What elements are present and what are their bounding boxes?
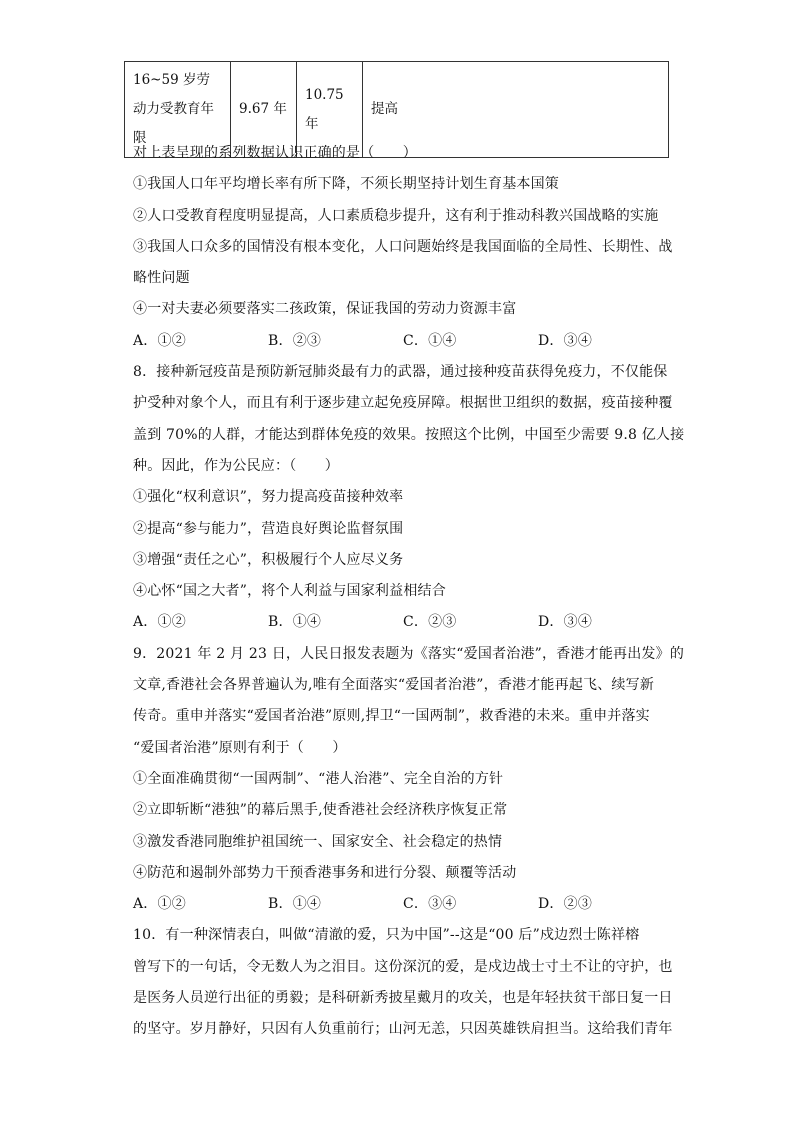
choice-item: ②人口受教育程度明显提高，人口素质稳步提升，这有利于推动科教兴国战略的实施 — [133, 207, 659, 224]
answer-options — [133, 607, 673, 638]
question-10-stem-line: 10．有一种深情表白，叫做“清澈的爱，只为中国”--这是“00 后”戍边烈士陈祥榕 — [133, 927, 640, 944]
question-10-stem-line: 是医务人员逆行出征的勇毅；是科研新秀披星戴月的攻关，也是年轻扶贫干部日复一日 — [133, 990, 673, 1007]
option-d: D．③④ — [538, 332, 593, 349]
question-10-stem-line: 曾写下的一句话，令无数人为之泪目。这份深沉的爱，是戍边战士寸土不让的守护，也 — [133, 958, 673, 975]
question-9-stem-line: “爱国者治港”原则有利于（ ） — [133, 739, 347, 756]
question-8-stem-line: 种。因此，作为公民应：（ ） — [133, 457, 339, 474]
choice-item: ④防范和遏制外部势力干预香港事务和进行分裂、颠覆等活动 — [133, 864, 517, 881]
table-cell: 提高 — [363, 62, 669, 158]
question-9-stem-line: 文章,香港社会各界普遍认为,唯有全面落实“爱国者治港”，香港才能再起飞、续写新 — [133, 677, 655, 694]
question-7-stem: 对上表呈现的系列数据认识正确的是（ ） — [133, 145, 417, 161]
question-10-stem-line: 的坚守。岁月静好，只因有人负重前行；山河无恙，只因英雄铁肩担当。这给我们青年 — [133, 1021, 673, 1038]
choice-item: ③激发香港同胞维护祖国统一、国家安全、社会稳定的热情 — [133, 833, 503, 850]
choice-item: ①全面准确贯彻“一国两制”、“港人治港”、完全自治的方针 — [133, 770, 504, 787]
answer-options — [133, 326, 673, 357]
option-d: D．②③ — [538, 896, 593, 913]
choice-item: ③我国人口众多的国情没有根本变化，人口问题始终是我国面临的全局性、长期性、战 — [133, 238, 673, 255]
table-cell: 16~59 岁劳动力受教育年限 — [125, 62, 231, 158]
answer-options — [133, 889, 673, 920]
choice-item: ②立即斩断“港独”的幕后黑手,使香港社会经济秩序恢复正常 — [133, 802, 508, 819]
choice-item: ④一对夫妻必须要落实二孩政策，保证我国的劳动力资源丰富 — [133, 301, 517, 318]
choice-item: ④心怀“国之大者”，将个人利益与国家利益相结合 — [133, 583, 446, 600]
question-9-stem-line: 传奇。重申并落实“爱国者治港”原则,捍卫“一国两制”，救香港的未来。重申并落实 — [133, 708, 650, 725]
question-8-stem-line: 护受种对象个人，而且有利于逐步建立起免疫屏障。根据世卫组织的数据，疫苗接种覆 — [133, 395, 673, 412]
option-c: C．①④ — [403, 332, 457, 349]
option-b: B．①④ — [268, 896, 322, 913]
choice-item: ②提高“参与能力”，营造良好舆论监督氛围 — [133, 520, 404, 537]
question-content — [133, 138, 685, 1046]
table-cell: 10.75 年 — [297, 62, 363, 158]
option-c: C．②③ — [403, 614, 457, 631]
question-9-stem-line: 9．2021 年 2 月 23 日，人民日报发表题为《落实“爱国者治港”，香港才能再出发》的 — [133, 645, 685, 662]
table-cell: 9.67 年 — [231, 62, 297, 158]
option-c: C．③④ — [403, 896, 457, 913]
choice-item: ①强化“权利意识”，努力提高疫苗接种效率 — [133, 489, 404, 506]
choice-item: ①我国人口年平均增长率有所下降，不须长期坚持计划生育基本国策 — [133, 176, 559, 193]
choice-item: 略性问题 — [133, 270, 190, 287]
question-8-stem-line: 8．接种新冠疫苗是预防新冠肺炎最有力的武器，通过接种疫苗获得免疫力，不仅能保 — [133, 364, 668, 381]
option-a: A．①② — [133, 896, 186, 913]
question-8-stem-line: 盖到 70%的人群，才能达到群体免疫的效果。按照这个比例，中国至少需要 9.8 亿人接 — [133, 426, 685, 443]
option-a: A．①② — [133, 614, 186, 631]
option-b: B．①④ — [268, 614, 322, 631]
choice-item: ③增强“责任之心”，积极履行个人应尽义务 — [133, 551, 404, 568]
option-a: A．①② — [133, 332, 186, 349]
option-b: B．②③ — [268, 332, 322, 349]
option-d: D．③④ — [538, 614, 593, 631]
